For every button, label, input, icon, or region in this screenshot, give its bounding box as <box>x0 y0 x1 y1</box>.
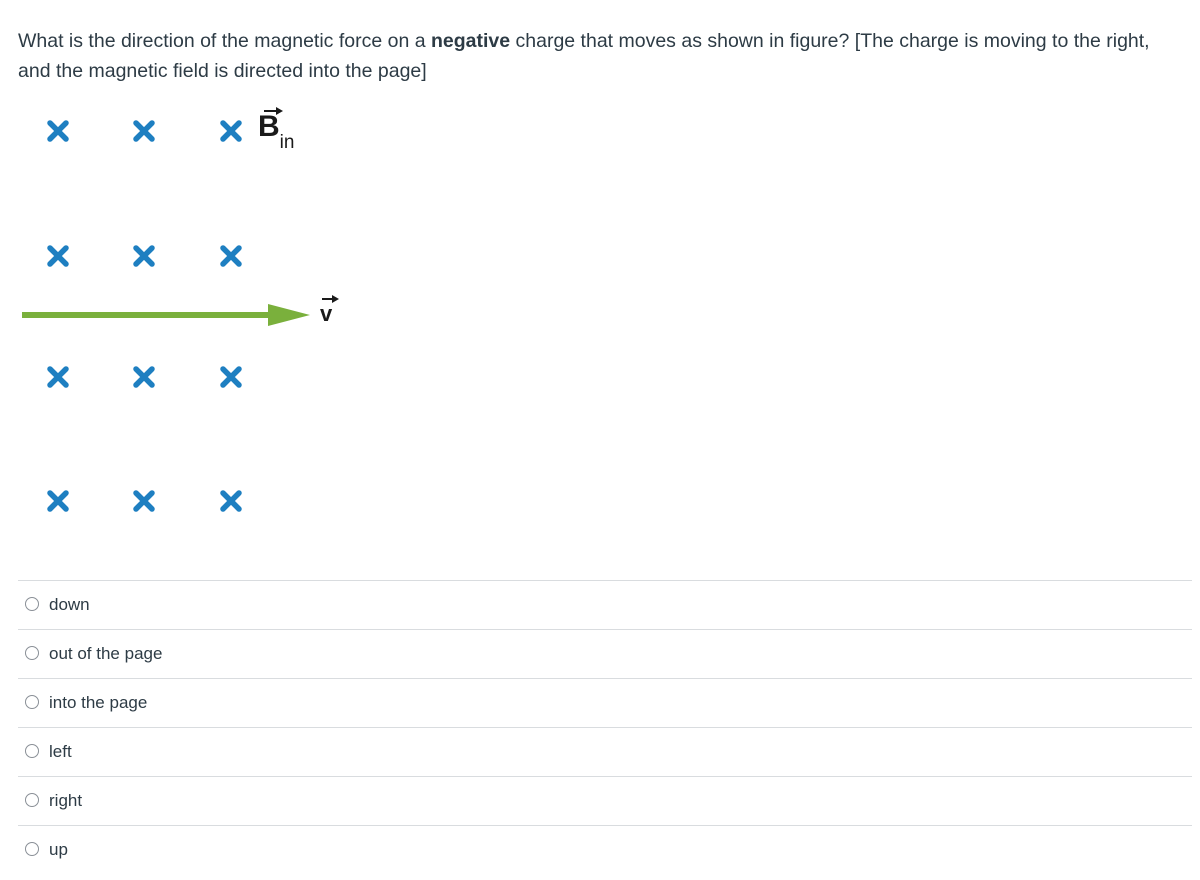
field-into-page-icon <box>218 364 244 390</box>
field-into-page-icon <box>131 118 157 144</box>
radio-button[interactable] <box>25 744 39 758</box>
field-into-page-icon <box>45 488 71 514</box>
answer-label[interactable]: right <box>49 791 83 810</box>
radio-button[interactable] <box>25 597 39 611</box>
question-suffix: charge that moves as shown in figure? [The charge is moving to the right, and the magnetic field is directed into the page] <box>18 30 1150 82</box>
answer-option-left[interactable] <box>18 727 1192 776</box>
velocity-arrow-icon <box>22 300 312 330</box>
answer-label[interactable]: out of the page <box>49 644 163 663</box>
field-into-page-icon <box>131 488 157 514</box>
field-symbol: B <box>258 110 280 143</box>
field-into-page-icon <box>45 364 71 390</box>
answer-option-into-the-page[interactable] <box>18 678 1192 727</box>
question-emphasis: negative <box>430 30 511 52</box>
radio-button[interactable] <box>25 842 39 856</box>
answer-label[interactable]: left <box>49 742 72 761</box>
field-subscript: in <box>279 132 295 153</box>
field-into-page-icon <box>131 364 157 390</box>
radio-button[interactable] <box>25 695 39 709</box>
field-into-page-icon <box>131 243 157 269</box>
field-into-page-icon <box>45 118 71 144</box>
velocity-symbol: v <box>320 301 333 326</box>
radio-button[interactable] <box>25 646 39 660</box>
radio-button[interactable] <box>25 793 39 807</box>
field-label <box>258 110 295 153</box>
answer-list <box>18 580 1192 874</box>
answer-option-out-of-the-page[interactable] <box>18 629 1192 678</box>
field-into-page-icon <box>45 243 71 269</box>
answer-option-right[interactable] <box>18 776 1192 825</box>
answer-option-up[interactable] <box>18 825 1192 874</box>
answer-label[interactable]: up <box>49 840 68 859</box>
field-into-page-icon <box>218 118 244 144</box>
answer-label[interactable]: into the page <box>49 693 148 712</box>
field-into-page-icon <box>218 488 244 514</box>
field-into-page-icon <box>218 243 244 269</box>
answer-option-down[interactable] <box>18 580 1192 629</box>
answer-label[interactable]: down <box>49 595 90 614</box>
question-prefix: What is the direction of the magnetic force on a <box>18 30 431 52</box>
